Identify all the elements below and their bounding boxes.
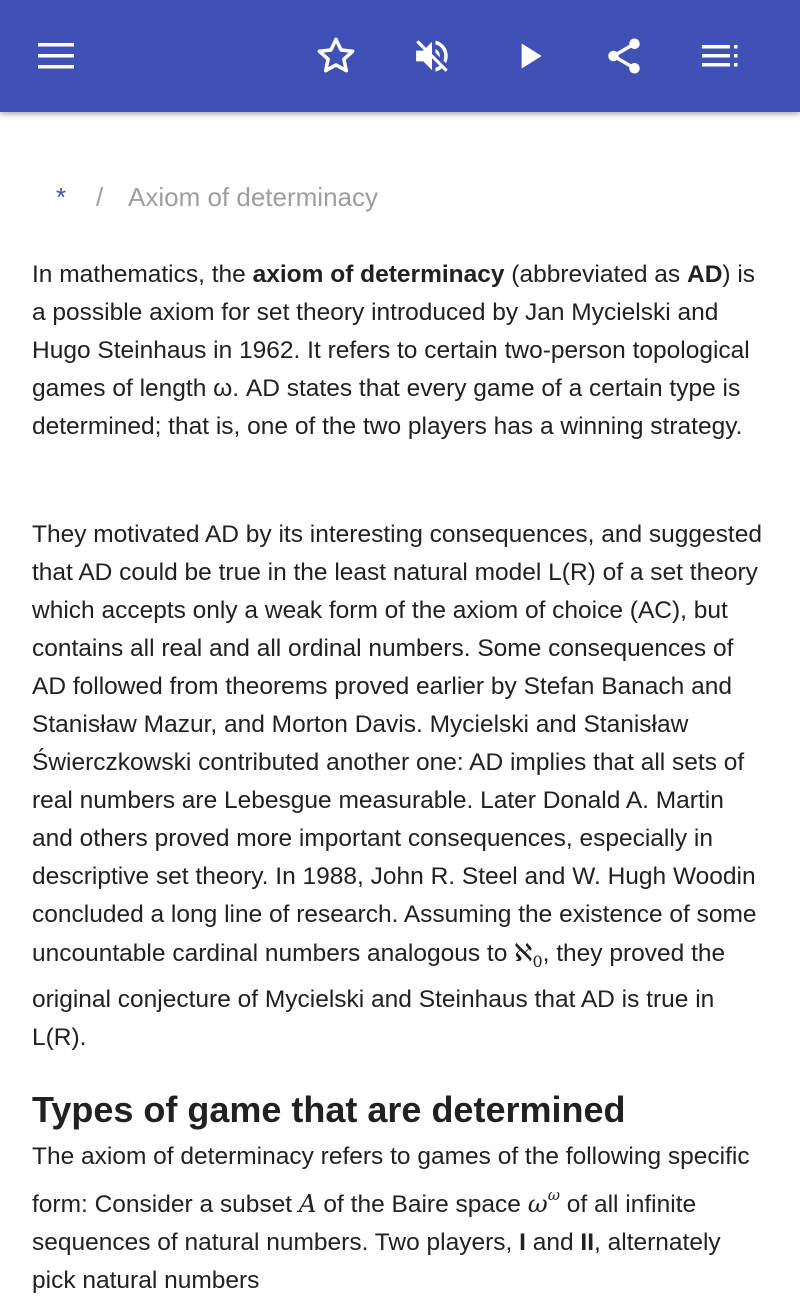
bold-abbreviation: AD — [687, 261, 723, 288]
section-paragraph — [32, 1138, 768, 1300]
text: , alternately pick natural numbers — [32, 1229, 721, 1294]
player-two: II — [580, 1229, 595, 1256]
mute-button[interactable] — [400, 24, 464, 88]
section-heading: Types of game that are determined — [32, 1089, 626, 1130]
text: and — [525, 1229, 581, 1256]
text: (abbreviated as — [504, 261, 687, 288]
share-icon — [603, 35, 645, 77]
breadcrumb-home-link[interactable]: * — [56, 182, 67, 212]
aleph-subscript: 0 — [532, 952, 543, 971]
share-button[interactable] — [592, 24, 656, 88]
motivation-paragraph — [32, 516, 768, 1057]
favorite-button[interactable] — [304, 24, 368, 88]
menu-button[interactable] — [24, 24, 88, 88]
intro-paragraph — [32, 256, 768, 446]
text: of the Baire space — [316, 1191, 528, 1218]
play-icon — [510, 36, 550, 76]
breadcrumb-separator: / — [96, 182, 104, 212]
breadcrumb — [56, 182, 378, 213]
math-omega: ω — [527, 1189, 548, 1218]
text: of all infinite sequences of natural numbers. Two players, — [32, 1191, 697, 1256]
text: They motivated AD by its interesting consequences, and suggested that AD could be true in the least natural model L(R) of a set theory which accepts only a weak form of the axiom of choice (AC), but contains all real and all ordinal numbers. Some consequences of AD followed from theorems proved earlier by Stefan Banach and Stanisław Mazur, and Morton Davis. Mycielski and Stanisław Świerczkowski contributed another one: AD implies that all sets of real numbers are Lebesgue measurable. Later Donald A. Martin and others proved more important consequences, especially in descriptive set theory. In 1988, John R. Steel and W. Hugh Woodin concluded a long line of research. Assuming the existence of some uncountable cardinal numbers analogous to — [32, 521, 762, 967]
bold-term: axiom of determinacy — [252, 261, 505, 288]
play-button[interactable] — [498, 24, 562, 88]
hamburger-menu-icon — [36, 36, 76, 76]
text: ) is a possible axiom for set theory introduced by Jan Mycielski and Hugo Steinhaus in 1962. It refers to certain two-person topological games of length ω. AD states that every game of a certain type is determined; that is, one of the two players has a winning strategy. — [32, 261, 756, 440]
text: The axiom of determinacy refers to games of the following specific form: Consider a subset — [32, 1143, 750, 1218]
aleph-symbol: ℵ — [514, 938, 533, 967]
math-omega-superscript: ω — [547, 1186, 560, 1204]
breadcrumb-current: Axiom of determinacy — [128, 182, 378, 212]
math-set-a: A — [298, 1189, 317, 1218]
table-of-contents-button[interactable] — [688, 24, 752, 88]
app-bar — [0, 0, 800, 112]
table-of-contents-icon — [700, 36, 740, 76]
volume-off-icon — [411, 35, 453, 77]
star-outline-icon — [315, 35, 357, 77]
player-one: I — [519, 1229, 526, 1256]
text: , they proved the original conjecture of Mycielski and Steinhaus that AD is true in L(R). — [32, 940, 726, 1051]
text: In mathematics, the — [32, 261, 253, 288]
